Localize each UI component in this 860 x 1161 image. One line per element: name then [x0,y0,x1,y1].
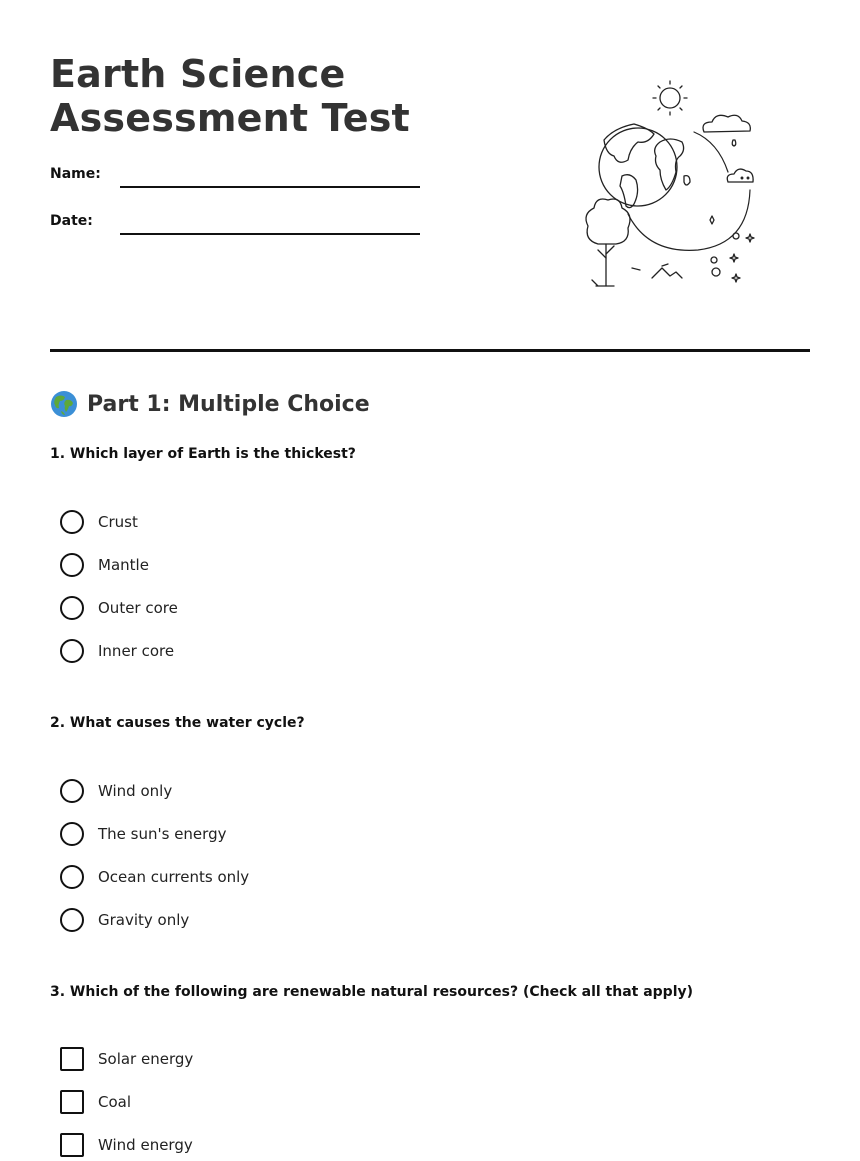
checkbox[interactable] [60,1133,84,1157]
radio-button[interactable] [60,822,84,846]
small-cloud-icon [727,169,753,182]
checkbox[interactable] [60,1047,84,1071]
title-line-2: Assessment Test [50,96,410,140]
question-2-option-ocean-currents[interactable] [60,864,249,890]
name-label: Name: [50,166,101,182]
tree-icon [586,199,630,286]
option-label: The sun's energy [98,825,227,843]
section-divider [50,349,810,352]
radio-button[interactable] [60,510,84,534]
name-field[interactable] [120,186,420,188]
question-3-option-solar-energy[interactable] [60,1046,193,1072]
radio-button[interactable] [60,865,84,889]
option-label: Gravity only [98,911,190,929]
globe-icon [599,124,690,208]
section-title: Part 1: Multiple Choice [87,391,370,417]
question-1-option-inner-core[interactable] [60,638,174,664]
title-line-1: Earth Science [50,52,346,96]
option-label: Inner core [98,642,175,660]
date-label: Date: [50,213,93,229]
radio-button[interactable] [60,553,84,577]
option-label: Ocean currents only [98,868,250,886]
question-3-option-coal[interactable] [60,1089,131,1115]
radio-button[interactable] [60,639,84,663]
radio-button[interactable] [60,779,84,803]
question-1-option-mantle[interactable] [60,552,149,578]
sun-icon [653,81,687,115]
option-label: Wind only [98,782,173,800]
globe-emoji-icon [50,390,78,418]
option-label: Solar energy [98,1050,194,1068]
earth-illustration [576,72,772,294]
checkbox[interactable] [60,1090,84,1114]
question-2-option-gravity-only[interactable] [60,907,189,933]
question-1: 1. Which layer of Earth is the thickest? [50,446,356,462]
question-1-option-crust[interactable] [60,509,138,535]
option-label: Mantle [98,556,149,574]
question-2-option-suns-energy[interactable] [60,821,226,847]
option-label: Outer core [98,599,178,617]
test-title [50,52,410,140]
question-3: 3. Which of the following are renewable natural resources? (Check all that apply) [50,984,694,1000]
question-3-option-wind-energy[interactable] [60,1132,193,1158]
question-2: 2. What causes the water cycle? [50,715,305,731]
option-label: Coal [98,1093,132,1111]
cloud-icon [703,115,750,146]
radio-button[interactable] [60,596,84,620]
date-field[interactable] [120,233,420,235]
question-1-option-outer-core[interactable] [60,595,178,621]
option-label: Crust [98,513,138,531]
section-heading-part-1 [50,388,370,420]
option-label: Wind energy [98,1136,193,1154]
question-2-option-wind-only[interactable] [60,778,172,804]
radio-button[interactable] [60,908,84,932]
